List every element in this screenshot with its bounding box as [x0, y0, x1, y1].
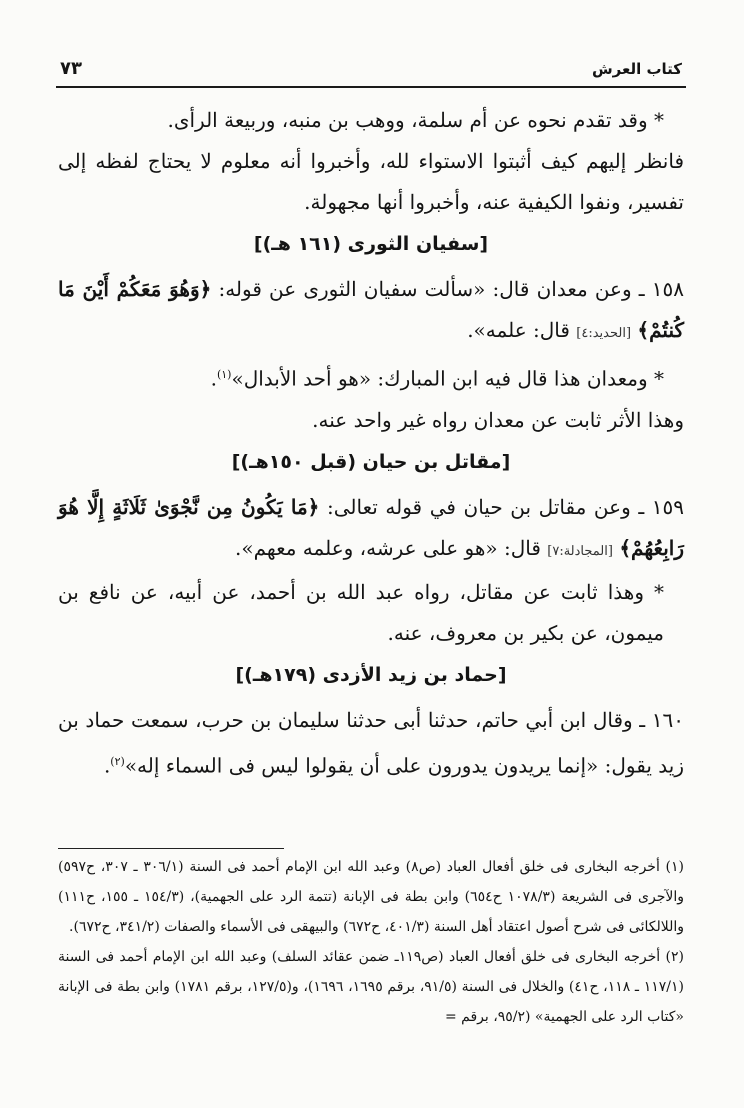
page-number: ٧٣	[60, 58, 82, 79]
paragraph-160-end: .	[103, 753, 111, 778]
paragraph-4	[58, 354, 684, 400]
verse-reference: [المجادلة:٧]	[547, 543, 613, 559]
paragraph-4-text: * ومعدان هذا قال فيه ابن المبارك: «هو أحد الأبدال»	[231, 366, 664, 391]
paragraph-7: * وهذا ثابت عن مقاتل، رواه عبد الله بن أحمد، عن أبيه، عن نافع بن ميمون، عن بكير بن معروف، عنه.	[58, 579, 664, 645]
paragraph-4-end: .	[210, 366, 217, 391]
section-heading-sufyan: [سفيان الثورى (١٦١ هـ)]	[253, 233, 489, 255]
footnotes	[58, 852, 684, 1032]
verse-reference: [الحديد:٤]	[576, 326, 632, 341]
paragraph-159-text-b: قال: «هو على عرشه، وعلمه معهم».	[234, 535, 548, 560]
quran-verse: ﴿وَهُوَ مَعَكُمْ أَيْنَ مَا كُنتُمْ﴾	[58, 277, 684, 342]
section-heading-muqatil: [مقاتل بن حيان (قبل ١٥٠هـ)]	[231, 450, 511, 473]
quran-verse: ﴿مَا يَكُونُ مِن نَّجْوَىٰ ثَلَاثَةٍ إِلَّا هُوَ رَابِعُهُمْ﴾	[58, 494, 684, 560]
section-heading-hammad: [حماد بن زيد الأزدى (١٧٩هـ)]	[235, 663, 507, 686]
paragraph-2: فانظر إليهم كيف أثبتوا الاستواء لله، وأخبروا أنه معلوم لا يحتاج لفظه إلى تفسير، ونفوا الكيفية عنه، وأخبروا أنها مجهولة.	[58, 149, 684, 214]
paragraph-158-text-a: ١٥٨ ـ وعن معدان قال: «سألت سفيان الثورى عن قوله:	[211, 277, 684, 301]
paragraph-158-text-b: قال: علمه».	[467, 318, 577, 342]
main-text	[58, 100, 684, 786]
paragraph-1: * وقد تقدم نحوه عن أم سلمة، ووهب بن منبه، وربيعة الرأى.	[167, 108, 664, 132]
paragraph-160-text: ١٦٠ ـ وقال ابن أبي حاتم، حدثنا أبى حدثنا سليمان بن حرب، سمعت حماد بن زيد يقول: «إنما يريدون يدورون على أن يقولوا ليس فى السماء إله»	[58, 707, 684, 778]
footnote-marker-1[interactable]: (١)	[216, 368, 232, 381]
footnote-1: (١) أخرجه البخارى فى خلق أفعال العباد (ص٨) وعبد الله ابن الإمام أحمد فى السنة (٣٠٦/١ ـ ٣٠٧، ح٥٩٧) والآجرى فى الشريعة (١٠٧٨/٣ ح٦٥٤) وابن بطة فى الإبانة (تتمة الرد على الجهمية)، (١٥٤/٣ ـ ١٥٥، ح١١١) واللالكائى فى شرح أصول اعتقاد أهل السنة (٤٠١/٣، ح٦٧٢) والبيهقى فى الأسماء والصفات (٣٤١/٢، ح٦٧٢).	[58, 859, 684, 935]
footnote-2: (٢) أخرجه البخارى فى خلق أفعال العباد (ص١١٩ـ ضمن عقائد السلف) وعبد الله ابن الإمام أحمد فى السنة (١١٧/١ ـ ١١٨، ح٤١) والخلال فى السنة (٩١/٥، برقم ١٦٩٥، ١٦٩٦)، و(١٢٧/٥، برقم ١٧٨١) وابن بطة فى الإبانة «كتاب الرد على الجهمية» (٩٥/٢، برقم =	[58, 949, 684, 1025]
header-rule	[56, 86, 686, 88]
paragraph-159-text-a: ١٥٩ ـ وعن مقاتل بن حيان في قوله تعالى:	[319, 494, 685, 519]
running-title: كتاب العرش	[591, 60, 682, 78]
paragraph-158	[58, 269, 684, 354]
footnote-separator	[58, 848, 284, 849]
paragraph-5: وهذا الأثر ثابت عن معدان رواه غير واحد عنه.	[312, 407, 684, 432]
page-header	[60, 58, 682, 84]
paragraph-160	[58, 700, 684, 787]
footnote-marker-2[interactable]: (٢)	[110, 754, 125, 768]
paragraph-159	[58, 487, 684, 572]
